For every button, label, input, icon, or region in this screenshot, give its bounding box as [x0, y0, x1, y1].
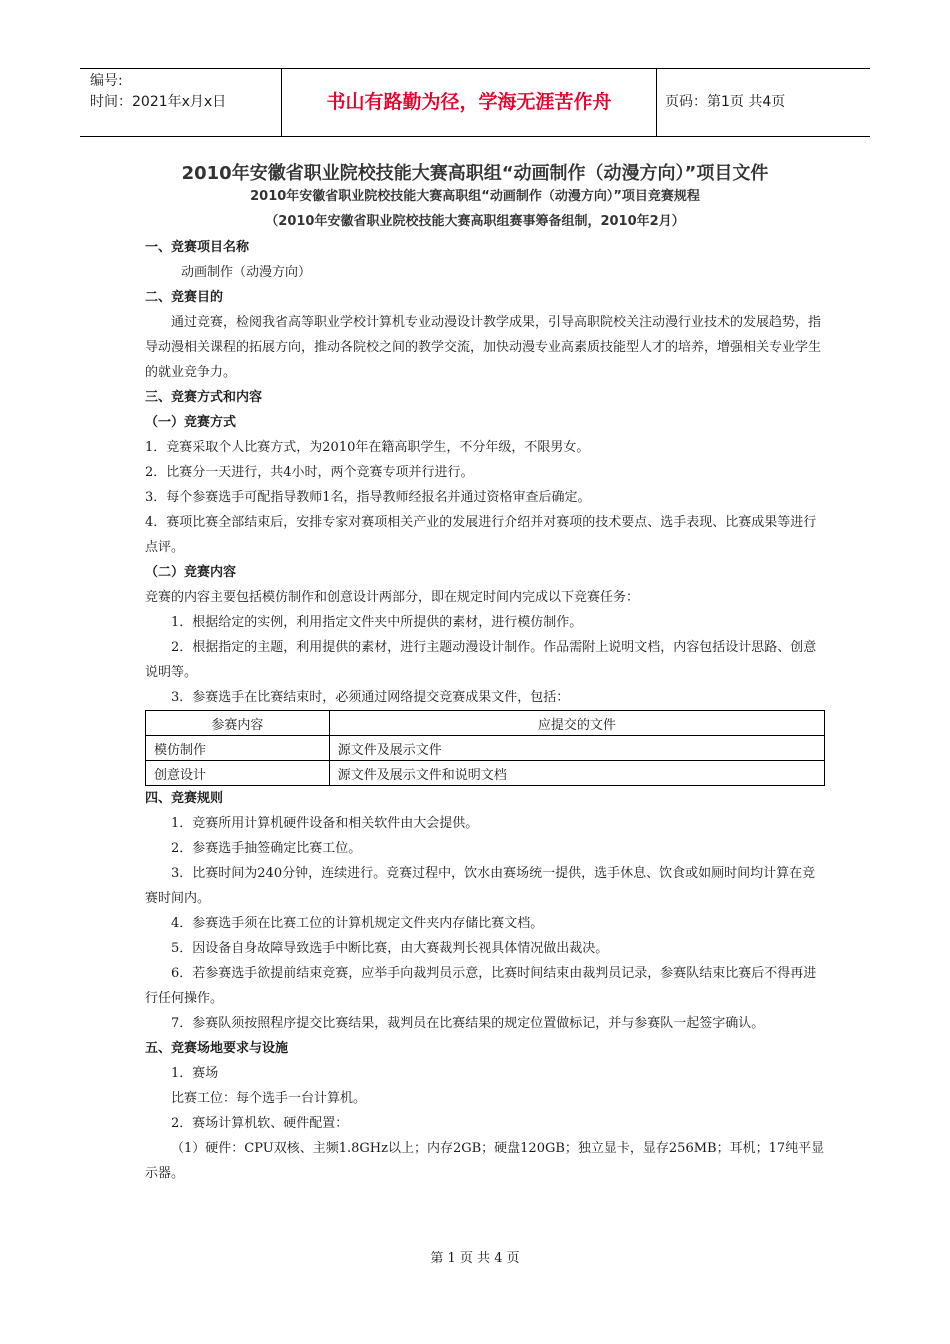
section-heading: 三、竞赛方式和内容 [145, 390, 263, 405]
list-item: 3．参赛选手在比赛结束时，必须通过网络提交竞赛成果文件，包括： [171, 690, 570, 705]
page-header [80, 68, 870, 137]
table-row [146, 736, 825, 761]
paragraph: 动画制作（动漫方向） [181, 265, 312, 280]
table-cell: 源文件及展示文件 [329, 736, 824, 761]
header-divider [656, 69, 657, 136]
time-label: 时间：2021年x月x日 [90, 94, 227, 110]
table-cell: 模仿制作 [146, 736, 330, 761]
table-header-row [146, 711, 825, 736]
table-cell: 源文件及展示文件和说明文档 [329, 761, 824, 786]
table-header-cell: 参赛内容 [146, 711, 330, 736]
list-item: 3．比赛时间为240分钟，连续进行。竞赛过程中，饮水由赛场统一提供，选手休息、饮食或如厕时间均计算在竞赛时间内。 [145, 866, 816, 906]
paragraph: 竞赛的内容主要包括模仿制作和创意设计两部分，即在规定时间内完成以下竞赛任务： [145, 590, 640, 605]
section-heading: 四、竞赛规则 [145, 791, 224, 806]
paragraph: 通过竞赛，检阅我省高等职业学校计算机专业动漫设计教学成果，引导高职院校关注动漫行业技术的发展趋势，指导动漫相关课程的拓展方向，推动各院校之间的教学交流，加快动漫专业高素质技能型人才的培养，增强相关专业学生的就业竞争力。 [145, 315, 822, 380]
list-item: 1．竞赛所用计算机硬件设备和相关软件由大会提供。 [171, 816, 479, 831]
doc-note: （2010年安徽省职业院校技能大赛高职组赛事筹备组制，2010年2月） [265, 214, 685, 229]
doc-body [145, 235, 825, 1186]
table-cell: 创意设计 [146, 761, 330, 786]
paragraph: 比赛工位：每个选手一台计算机。 [171, 1091, 367, 1106]
doc-title: 2010年安徽省职业院校技能大赛高职组“动画制作（动漫方向）”项目文件 [181, 163, 769, 184]
list-item: 2．比赛分一天进行，共4小时，两个竞赛专项并行进行。 [145, 465, 474, 480]
number-label: 编号: [90, 73, 123, 89]
submission-table [145, 710, 825, 786]
subsection-heading: （一）竞赛方式 [145, 415, 237, 430]
section-heading: 一、竞赛项目名称 [145, 240, 250, 255]
table-row [146, 761, 825, 786]
doc-subtitle: 2010年安徽省职业院校技能大赛高职组“动画制作（动漫方向）”项目竞赛规程 [250, 189, 700, 204]
subsection-heading: （二）竞赛内容 [145, 565, 237, 580]
section-heading: 二、竞赛目的 [145, 290, 224, 305]
list-item: 2．参赛选手抽签确定比赛工位。 [171, 841, 362, 856]
list-item: 4．赛项比赛全部结束后，安排专家对赛项相关产业的发展进行介绍并对赛项的技术要点、选手表现、比赛成果等进行点评。 [145, 515, 817, 555]
header-meta [90, 71, 280, 113]
list-item: 1．根据给定的实例，利用指定文件夹中所提供的素材，进行模仿制作。 [171, 615, 583, 630]
paragraph: （1）硬件：CPU双核、主频1.8GHz以上；内存2GB；硬盘120GB；独立显卡，显存256MB；耳机；17纯平显示器。 [145, 1141, 825, 1181]
header-page-label: 页码：第1页 共4页 [665, 94, 786, 110]
header-motto: 书山有路勤为径，学海无涯苦作舟 [326, 91, 612, 113]
list-item: 3．每个参赛选手可配指导教师1名，指导教师经报名并通过资格审查后确定。 [145, 490, 591, 505]
table-header-cell: 应提交的文件 [329, 711, 824, 736]
list-item: 1．竞赛采取个人比赛方式，为2010年在籍高职学生，不分年级，不限男女。 [145, 440, 590, 455]
list-item: 1．赛场 [171, 1066, 219, 1081]
list-item: 5．因设备自身故障导致选手中断比赛，由大赛裁判长视具体情况做出裁决。 [171, 941, 609, 956]
page-footer: 第 1 页 共 4 页 [430, 1251, 520, 1266]
section-heading: 五、竞赛场地要求与设施 [145, 1041, 289, 1056]
list-item: 2．根据指定的主题，利用提供的素材，进行主题动漫设计制作。作品需附上说明文档，内容包括设计思路、创意说明等。 [145, 640, 817, 680]
list-item: 2．赛场计算机软、硬件配置： [171, 1116, 349, 1131]
list-item: 7．参赛队须按照程序提交比赛结果，裁判员在比赛结果的规定位置做标记，并与参赛队一起签字确认。 [171, 1016, 765, 1031]
list-item: 4．参赛选手须在比赛工位的计算机规定文件夹内存储比赛文档。 [171, 916, 544, 931]
list-item: 6．若参赛选手欲提前结束竞赛，应举手向裁判员示意，比赛时间结束由裁判员记录，参赛队结束比赛后不得再进行任何操作。 [145, 966, 817, 1006]
